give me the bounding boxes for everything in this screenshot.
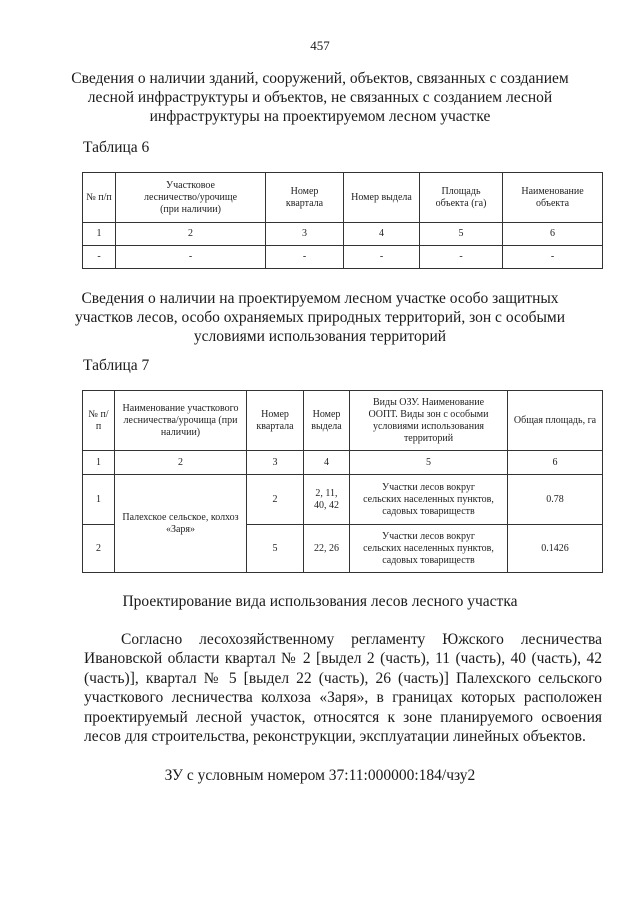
land-plot-number: ЗУ с условным номером 37:11:000000:184/чзу2 bbox=[164, 767, 476, 784]
header-cell: Наименование объекта bbox=[503, 173, 603, 223]
table-cell: 2 bbox=[247, 475, 304, 525]
body-paragraph bbox=[84, 630, 602, 746]
header-cell: № п/п bbox=[83, 391, 115, 451]
table-cell: 4 bbox=[304, 451, 350, 475]
table-cell: - bbox=[116, 246, 266, 269]
table-header-row bbox=[83, 173, 603, 223]
table-cell: - bbox=[420, 246, 503, 269]
table-cell: 5 bbox=[420, 223, 503, 246]
table-row bbox=[83, 246, 603, 269]
header-cell: Номер квартала bbox=[266, 173, 344, 223]
table-cell: 22, 26 bbox=[304, 525, 350, 573]
table-cell: 6 bbox=[508, 451, 603, 475]
table-numbering-row bbox=[83, 451, 603, 475]
table-cell: 0.1426 bbox=[508, 525, 603, 573]
header-cell: Общая площадь, га bbox=[508, 391, 603, 451]
table-cell: - bbox=[83, 246, 116, 269]
paragraph-text: Согласно лесохозяйственному регламенту Южского лесничества Ивановской области квартал № 2 [выдел 2 (часть), 11 (часть), 40 (часть), 42 (часть)], квартал № 5 [выдел 22 (часть), 26 (часть)] Палехского сельского участкового лесничества колхоза «Заря», в границах которых расположен проектируемый лесной участок, относятся к зоне планируемого освоения лесов для строительства, реконструкции, эксплуатации линейных объектов. bbox=[84, 631, 602, 746]
table-cell: 4 bbox=[344, 223, 420, 246]
forestry-name-cell: Палехское сельское, колхоз «Заря» bbox=[115, 475, 247, 573]
header-cell: Наименование участкового лесничества/урочища (при наличии) bbox=[115, 391, 247, 451]
table-cell: Участки лесов вокруг сельских населенных пунктов, садовых товариществ bbox=[350, 525, 508, 573]
table-cell: 2 bbox=[83, 525, 115, 573]
table-7-caption: Таблица 7 bbox=[83, 357, 150, 374]
section-heading-forest-use: Проектирование вида использования лесов лесного участка bbox=[122, 593, 518, 610]
header-cell: Номер квартала bbox=[247, 391, 304, 451]
section-heading-buildings: Сведения о наличии зданий, сооружений, объектов, связанных с созданием лесной инфраструктуры и объектов, не связанных с созданием лесной инфраструктуры на проектируемом лесном участке bbox=[71, 70, 569, 125]
table-cell: 5 bbox=[247, 525, 304, 573]
table-cell: - bbox=[503, 246, 603, 269]
table-6 bbox=[82, 172, 603, 269]
header-cell: Номер выдела bbox=[344, 173, 420, 223]
table-cell: 3 bbox=[247, 451, 304, 475]
table-cell: 2 bbox=[115, 451, 247, 475]
table-header-row bbox=[83, 391, 603, 451]
section-heading-protected-areas: Сведения о наличии на проектируемом лесном участке особо защитных участков лесов, особо охраняемых природных территорий, зон с особыми условиями использования территорий bbox=[75, 290, 565, 345]
table-cell: - bbox=[266, 246, 344, 269]
table-cell: 1 bbox=[83, 451, 115, 475]
table-cell: 2 bbox=[116, 223, 266, 246]
table-cell: 1 bbox=[83, 475, 115, 525]
header-cell: Номер выдела bbox=[304, 391, 350, 451]
page-number: 457 bbox=[310, 38, 330, 53]
table-cell: 6 bbox=[503, 223, 603, 246]
table-cell: Участки лесов вокруг сельских населенных пунктов, садовых товариществ bbox=[350, 475, 508, 525]
table-cell: 0.78 bbox=[508, 475, 603, 525]
table-6-caption: Таблица 6 bbox=[83, 139, 150, 156]
table-cell: 5 bbox=[350, 451, 508, 475]
table-row bbox=[83, 475, 603, 525]
header-cell: Участковое лесничество/урочище (при наличии) bbox=[116, 173, 266, 223]
table-cell: 3 bbox=[266, 223, 344, 246]
table-cell: - bbox=[344, 246, 420, 269]
header-cell: Виды ОЗУ. Наименование ООПТ. Виды зон с особыми условиями использования территорий bbox=[350, 391, 508, 451]
table-cell: 2, 11, 40, 42 bbox=[304, 475, 350, 525]
table-cell: 1 bbox=[83, 223, 116, 246]
table-7 bbox=[82, 390, 603, 573]
header-cell: Площадь объекта (га) bbox=[420, 173, 503, 223]
header-cell: № п/п bbox=[83, 173, 116, 223]
table-numbering-row bbox=[83, 223, 603, 246]
